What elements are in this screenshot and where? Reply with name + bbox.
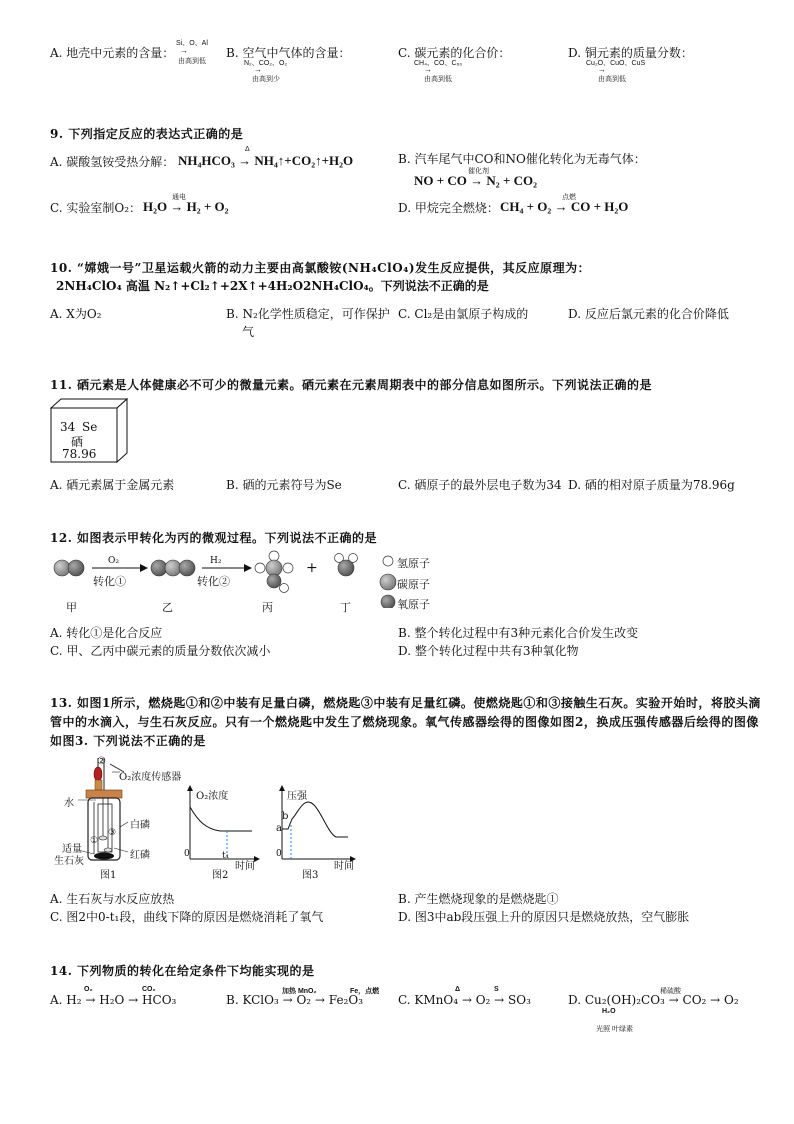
arrow2-reagent: H₂ [210, 556, 222, 566]
fig2-curve [190, 807, 252, 831]
molecule-yi-atom-3 [179, 560, 195, 576]
q14-a-cond2: CO₂ [142, 986, 156, 993]
fig3-b-label: b [282, 811, 289, 822]
legend-hydrogen-icon [383, 556, 393, 566]
q10-option-b-cont: 气 [242, 325, 255, 339]
q14-option-d[interactable]: D. Cu₂(OH)₂CO₃ → CO₂ → O₂ [568, 993, 739, 1007]
q11-stem: 11. 硒元素是人体健康必不可少的微量元素。硒元素在元素周期表中的部分信息如图所示。下列说法正确的是 [50, 378, 653, 392]
q13-stem-line3: 如图3. 下列说法不正确的是 [50, 734, 206, 748]
q10-option-a[interactable]: A. X为O₂ [50, 307, 102, 321]
q9-a-condition: Δ [245, 146, 250, 153]
q9-c-condition: 通电 [172, 194, 186, 201]
q14-c-cond1: Δ [455, 986, 461, 993]
element-number: 34 [60, 420, 76, 434]
element-mass: 78.96 [62, 447, 97, 461]
fig2-t1-label: t₁ [222, 851, 230, 861]
q11-option-b[interactable]: B. 硒的元素符号为Se [226, 478, 342, 492]
fig3-caption: 图3 [302, 870, 319, 881]
q9-b-equation: NO + CO → N₂ + CO₂ [414, 173, 537, 188]
q13-option-b[interactable]: B. 产生燃烧现象的是燃烧匙① [398, 892, 559, 906]
fig2-caption: 图2 [212, 870, 229, 881]
q8-b-bottom: 由高到少 [252, 76, 280, 83]
molecule-bing-h4 [280, 584, 289, 593]
fig3-a-label: a [276, 823, 282, 834]
q12-option-c[interactable]: C. 甲、乙丙中碳元素的质量分数依次减小 [50, 644, 271, 658]
q14-b-cond2: Fe，点燃 [350, 988, 380, 995]
fig1-spoon-n3: ③ [108, 828, 117, 838]
q14-a-cond1: O₂ [84, 986, 93, 993]
fig1-lime-label-1: 适量 [62, 844, 82, 855]
element-symbol: Se [82, 420, 98, 434]
fig1-lime-label-2: 生石灰 [54, 856, 84, 867]
q9-option-a[interactable]: A. 碳酸氢铵受热分解： [50, 155, 175, 169]
q8-option-d[interactable]: D. 铜元素的质量分数： [568, 46, 693, 60]
label-jia: 甲 [66, 601, 77, 614]
element-name: 硒 [71, 435, 84, 449]
q8-a-top: Si、O、Al [176, 40, 208, 47]
q14-d-cond1: 稀硫酸 [660, 988, 681, 995]
q11-option-d[interactable]: D. 硒的相对原子质量为78.96g [568, 478, 735, 492]
q14-option-a[interactable]: A. H₂ → H₂O → HCO₃ [50, 993, 177, 1007]
fig1-sensor-label: O₂浓度传感器 [119, 772, 182, 783]
q13-stem-line2: 管中的水滴入，与生石灰反应。只有一个燃烧匙中发生了燃烧现象。氧气传感器绘得的图像如图2，换成压强传感器后绘得的图像 [50, 715, 759, 729]
q8-d-arrow: → [598, 65, 606, 74]
molecule-jia-atom-2 [68, 560, 84, 576]
molecule-bing-h1 [269, 551, 279, 561]
q8-c-bottom: 由高到低 [424, 76, 452, 83]
q14-d-cond2-top: H₂O [602, 1008, 616, 1015]
q12-option-a[interactable]: A. 转化①是化合反应 [50, 626, 163, 640]
label-yi: 乙 [162, 601, 173, 614]
fig3-pressure-graph [272, 785, 356, 865]
q11-option-a[interactable]: A. 硒元素属于金属元素 [50, 478, 175, 492]
arrow1-reagent: O₂ [108, 556, 119, 566]
fig1-spoon-n1: ① [90, 836, 99, 846]
q8-option-a[interactable]: A. 地壳中元素的含量： [50, 46, 175, 60]
q8-c-top: CH₄、CO、C₆₀ [414, 60, 463, 67]
q13-option-a[interactable]: A. 生石灰与水反应放热 [50, 892, 175, 906]
q14-stem: 14. 下列物质的转化在给定条件下均能实现的是 [50, 964, 315, 978]
legend-hydrogen-label: 氢原子 [397, 557, 430, 570]
q10-option-c[interactable]: C. Cl₂是由氯原子构成的 [398, 307, 529, 321]
q10-option-d[interactable]: D. 反应后氯元素的化合价降低 [568, 307, 729, 321]
q9-option-c[interactable]: C. 实验室制O₂： [50, 201, 142, 215]
fig3-xlabel: 时间 [334, 861, 354, 872]
molecule-yi-atom-1 [151, 560, 167, 576]
q14-option-c[interactable]: C. KMnO₄ → O₂ → SO₃ [398, 993, 531, 1007]
q9-stem: 9. 下列指定反应的表达式正确的是 [50, 127, 244, 141]
fig3-origin: 0 [276, 849, 282, 859]
q9-c-equation: H₂O → H₂ + O₂ [143, 199, 229, 214]
q13-option-c[interactable]: C. 图2中0-t₁段，曲线下降的原因是燃烧消耗了氧气 [50, 910, 324, 924]
fig1-sensor-n2: ② [97, 756, 106, 767]
legend-carbon-icon [380, 574, 396, 590]
fig1-red-phosphorus-label: 红磷 [130, 850, 150, 861]
q8-option-b[interactable]: B. 空气中气体的含量： [226, 46, 351, 60]
fig1-caption: 图1 [100, 870, 117, 881]
plus-sign: + [306, 560, 318, 576]
q12-option-d[interactable]: D. 整个转化过程中共有3种氧化物 [398, 644, 579, 658]
q8-c-arrow: → [424, 65, 432, 74]
q8-a-bottom: 由高到低 [178, 58, 206, 65]
label-ding: 丁 [340, 601, 351, 614]
q14-option-b[interactable]: B. KClO₃ → O₂ → Fe₂O₃ [226, 993, 364, 1007]
fig1-white-phosphorus-label: 白磷 [130, 820, 150, 831]
q10-stem: 10. “嫦娥一号”卫星运载火箭的动力主要由高氯酸铵(NH₄ClO₄)发生反应提供，其反应原理为： [50, 261, 591, 275]
q9-d-condition: 点燃 [562, 194, 576, 201]
q9-option-b[interactable]: B. 汽车尾气中CO和NO催化转化为无毒气体： [398, 152, 646, 166]
q13-option-d[interactable]: D. 图3中ab段压强上升的原因只是燃烧放热，空气膨胀 [398, 910, 690, 924]
fig2-xlabel: 时间 [235, 861, 255, 872]
molecule-jia-atom-1 [54, 560, 70, 576]
q9-a-equation: NH₄HCO₃ → NH₄↑+CO₂↑+H₂O [178, 153, 354, 168]
q12-option-b[interactable]: B. 整个转化过程中有3种元素化合价发生改变 [398, 626, 639, 640]
q8-d-top: Cu₂O、CuO、CuS [586, 60, 646, 67]
q14-c-cond2: S [494, 986, 499, 993]
q14-d-cond2-bottom: 光照 叶绿素 [596, 1026, 633, 1033]
q9-option-d[interactable]: D. 甲烷完全燃烧： [398, 201, 499, 215]
legend-oxygen-icon [381, 595, 395, 608]
q8-d-bottom: 由高到低 [598, 76, 626, 83]
q8-b-arrow: → [254, 65, 262, 74]
q8-a-arrow: → [180, 46, 188, 55]
molecule-bing-h2 [255, 563, 265, 573]
q13-stem-line1: 13. 如图1所示，燃烧匙①和②中装有足量白磷，燃烧匙③中装有足量红磷。使燃烧匙①和③接触生石灰。实验开始时，将胶头滴 [50, 696, 761, 710]
arrow1-label: 转化① [93, 575, 126, 588]
fig2-ylabel: O₂浓度 [196, 791, 229, 802]
molecule-ding-o [338, 560, 354, 576]
q9-b-condition: 催化剂 [468, 168, 489, 175]
q12-stem: 12. 如图表示甲转化为丙的微观过程。下列说法不正确的是 [50, 531, 378, 545]
legend-carbon-label: 碳原子 [397, 578, 430, 591]
q11-option-c[interactable]: C. 硒原子的最外层电子数为34 [398, 478, 562, 492]
fig2-origin: 0 [184, 849, 190, 859]
q10-option-b[interactable]: B. N₂化学性质稳定，可作保护 [226, 307, 390, 321]
molecule-bing-h3 [283, 563, 293, 573]
label-bing: 丙 [262, 601, 273, 614]
fig1-water-label: 水 [64, 798, 74, 809]
q8-option-c[interactable]: C. 碳元素的化合价： [398, 46, 511, 60]
molecule-bing-o [267, 574, 281, 588]
molecule-yi-atom-2 [165, 560, 181, 576]
fig3-curve [282, 802, 348, 837]
q9-d-equation: CH₄ + O₂ → CO + H₂O [500, 199, 629, 214]
q14-b-cond1: 加热 MnO₂ [282, 988, 317, 995]
legend-oxygen-label: 氧原子 [397, 598, 430, 611]
molecule-bing-c [266, 560, 282, 576]
arrow2-label: 转化② [197, 575, 230, 588]
fig3-ylabel: 压强 [287, 791, 307, 802]
q8-b-top: N₂、CO₂、O₂ [244, 60, 288, 67]
q10-equation: 2NH₄ClO₄ 高温 N₂↑+Cl₂↑+2X↑+4H₂O2NH₄ClO₄。下列说法不正确的是 [56, 279, 489, 293]
